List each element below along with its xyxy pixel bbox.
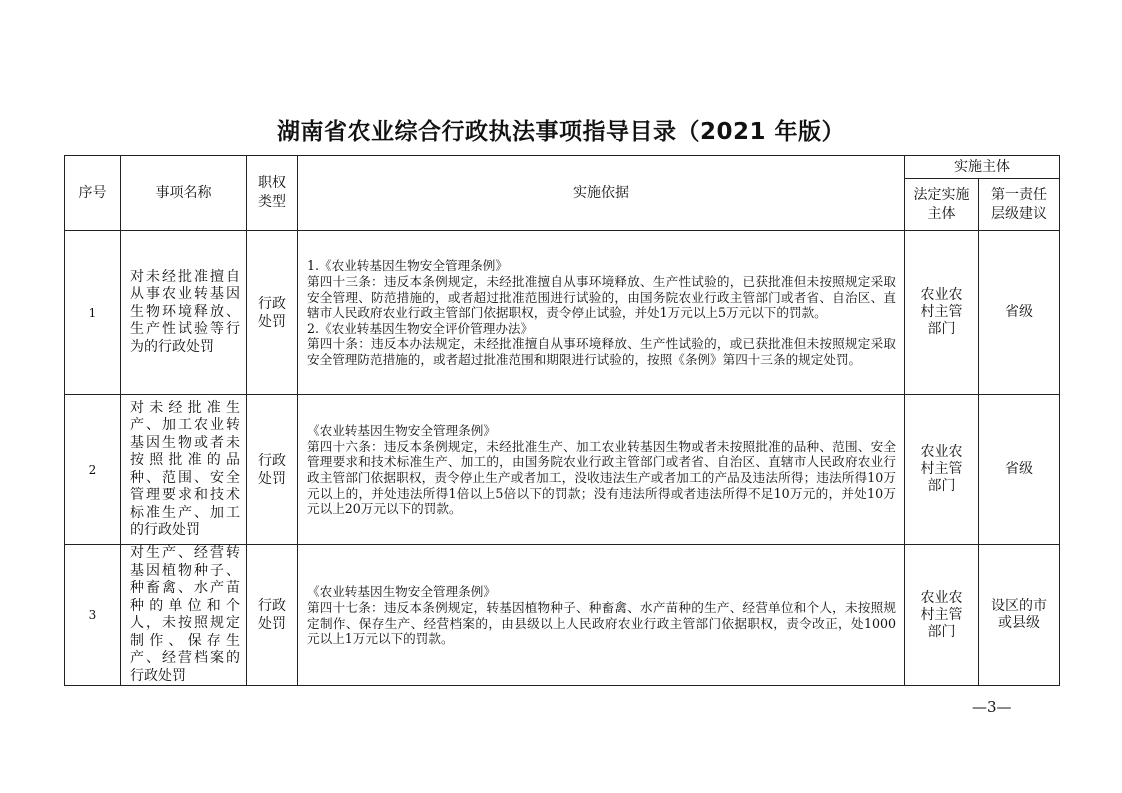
header-responsibility-level: [979, 179, 1060, 231]
basis-paragraph: 《农业转基因生物安全管理条例》: [307, 423, 496, 439]
header-responsibility-level-text: 第一责任层级建议: [990, 186, 1047, 222]
row-legal-body: [905, 231, 979, 395]
row-authority-type-text: 行政处罚: [257, 295, 286, 330]
table-row: [65, 231, 1060, 395]
row-seq: 1: [65, 231, 121, 395]
header-authority-type-text: 职权类型: [257, 175, 286, 210]
row-basis: [298, 395, 905, 545]
row-legal-body: [905, 545, 979, 686]
row-legal-body-text: 农业农村主管部门: [920, 444, 963, 494]
row-basis: [298, 545, 905, 686]
page-title: 湖南省农业综合行政执法事项指导目录（2021 年版）: [276, 119, 846, 145]
table-row: [65, 545, 1060, 686]
row-legal-body-text: 农业农村主管部门: [920, 589, 963, 640]
header-implementing-body: 实施主体: [905, 156, 1060, 179]
basis-paragraph: 第四十七条：违反本条例规定，转基因植物种子、种畜禽、水产苗种的生产、经营单位和个人，未按照规定制作、保存生产、经营档案的，由县级以上人民政府农业行政主管部门依据职权，责令改正，处1000 元以上1万元以下的罚款。: [307, 599, 896, 647]
basis-paragraph: 第四十六条：违反本条例规定，未经批准生产、加工农业转基因生物或者未按照批准的品种、范围、安全管理要求和技术标准生产、加工的，由国务院农业行政主管部门或者省、自治区、直辖市人民政府农业行政主管部门依据职权，责令停止生产或者加工，没收违法生产或者加工的产品及违法所得；违法所得10万元以上的，并处违法所得1倍以上5倍以下的罚款；没有违法所得或者违法所得不足10万元的，并处10万元以上20万元以下的罚款。: [307, 438, 896, 517]
row-authority-type: [247, 545, 298, 686]
basis-paragraph: 1.《农业转基因生物安全管理条例》: [307, 258, 508, 274]
row-authority-type: [247, 395, 298, 545]
row-level-text: 设区的市或县级: [990, 598, 1047, 631]
row-item-name: 对生产、经营转基因植物种子、种畜禽、水产苗种的单位和个人，未按照规定制作、保存生产、经营档案的行政处罚: [121, 545, 247, 686]
row-authority-type-text: 行政处罚: [257, 598, 286, 632]
row-authority-type: [247, 231, 298, 395]
header-authority-type: [247, 156, 298, 231]
header-legal-body-text: 法定实施主体: [913, 186, 970, 222]
row-item-name: 对未经批准擅自从事农业转基因生物环境释放、生产性试验等行为的行政处罚: [121, 231, 247, 395]
row-level: 省级: [979, 395, 1060, 545]
header-basis: 实施依据: [298, 156, 905, 231]
header-seq: 序号: [65, 156, 121, 231]
page-number: —3—: [972, 698, 1012, 716]
row-seq: 2: [65, 395, 121, 545]
row-basis: [298, 231, 905, 395]
header-item-name: 事项名称: [121, 156, 247, 231]
header-legal-body: [905, 179, 979, 231]
basis-paragraph: 2.《农业转基因生物安全评价管理办法》: [307, 320, 534, 336]
row-legal-body-text: 农业农村主管部门: [920, 287, 963, 337]
row-level: [979, 545, 1060, 686]
row-seq: 3: [65, 545, 121, 686]
enforcement-catalog-table: [64, 155, 1060, 686]
basis-paragraph: 第四十条：违反本办法规定，未经批准擅自从事环境释放、生产性试验的，或已获批准但未按照规定采取安全管理防范措施的，或者超过批准范围和期限进行试验的，按照《条例》第四十三条的规定处罚。: [307, 336, 896, 367]
table-row: [65, 395, 1060, 545]
row-level: 省级: [979, 231, 1060, 395]
row-item-name: 对未经批准生产、加工农业转基因生物或者未按照批准的品种、范围、安全管理要求和技术标准生产、加工的行政处罚: [121, 395, 247, 545]
row-authority-type-text: 行政处罚: [257, 452, 286, 487]
basis-paragraph: 第四十三条：违反本条例规定，未经批准擅自从事环境释放、生产性试验的，已获批准但未按照规定采取安全管理、防范措施的，或者超过批准范围进行试验的，由国务院农业行政主管部门或者省、自治区、直辖市人民政府农业行政主管部门依据职权，责令停止试验，并处1万元以上5万元以下的罚款。: [307, 274, 896, 321]
basis-paragraph: 《农业转基因生物安全管理条例》: [307, 584, 496, 600]
row-legal-body: [905, 395, 979, 545]
